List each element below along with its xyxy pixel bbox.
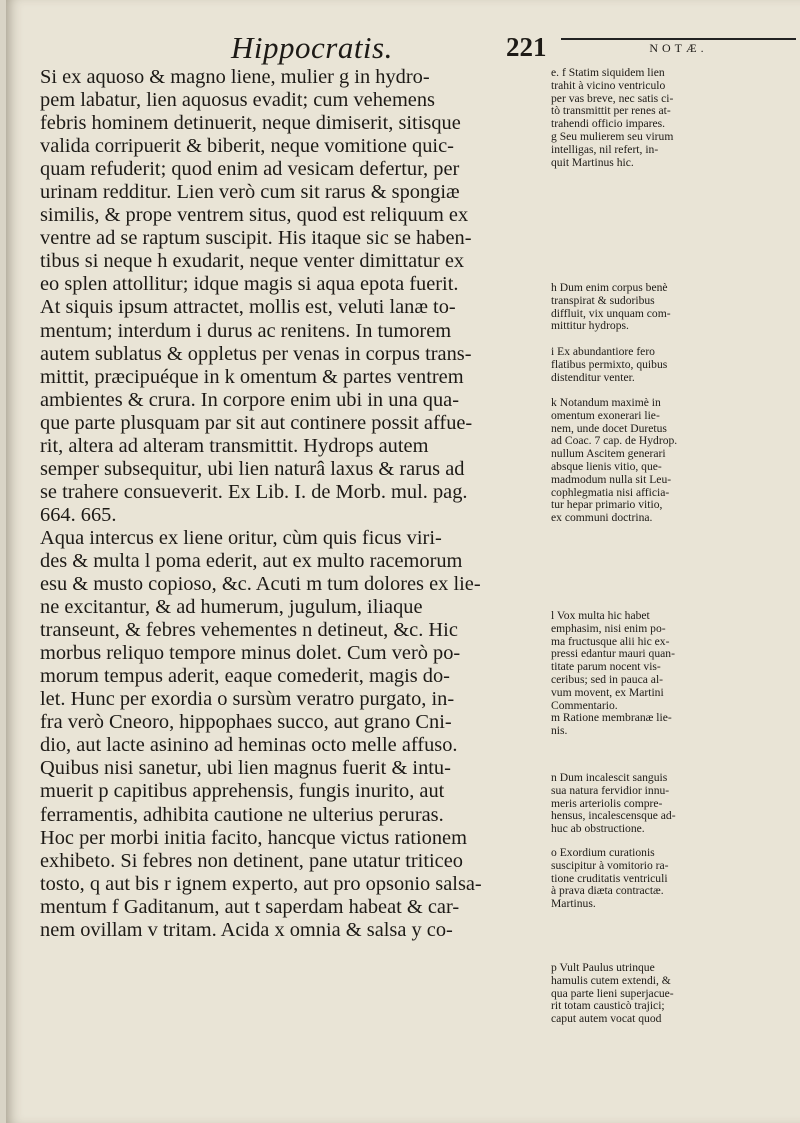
main-text-line: dio, aut lacte asinino ad heminas octo melle affuso. [40, 734, 458, 757]
main-text-line: morum tempus aderit, eaque comederit, magis do- [40, 665, 450, 688]
margin-note-line: ex communi doctrina. [551, 512, 653, 525]
margin-note-line: sua natura fervidior innu- [551, 784, 670, 797]
main-text-line: ventre ad se raptum suscipit. His itaque sic se haben- [40, 227, 472, 250]
margin-note-o [551, 847, 797, 911]
margin-note-line: rit totam causticò trajici; [551, 1000, 665, 1013]
margin-note-line: g Seu mulierem seu virum [551, 130, 674, 143]
margin-note-line: per vas breve, nec satis ci- [551, 92, 674, 105]
margin-note-line: flatibus permixto, quibus [551, 358, 668, 371]
main-text-line: autem sublatus & oppletus per venas in corpus trans- [40, 342, 472, 365]
margin-note-line: caput autem vocat quod [551, 1013, 662, 1026]
margin-note-e [551, 67, 797, 169]
main-text-line: se trahere consueverit. Ex Lib. I. de Morb. mul. pag. [40, 480, 468, 503]
main-text-line: muerit p capitibus apprehensis, fungis inurito, aut [40, 780, 445, 803]
margin-note-line: absque lienis vitio, que- [551, 460, 662, 473]
page-number: 221 [506, 32, 547, 62]
margin-note-line: h Dum enim corpus benè [551, 282, 668, 294]
main-text-line: rit, altera ad alteram transmittit. Hydrops autem [40, 434, 429, 457]
book-page [6, 0, 800, 1123]
main-text-line: morbus reliquo tempore minus dolet. Cum verò po- [40, 642, 461, 665]
margin-note-line: intelligas, nil refert, in- [551, 143, 659, 156]
margin-note-line: o Exordium curationis [551, 847, 655, 859]
main-text-line: eo splen attollitur; idque magis si aqua epota fuerit. [40, 273, 459, 296]
running-title: Hippocratis. [231, 30, 393, 65]
margin-note-i [551, 346, 797, 384]
main-text-line: Quibus nisi sanetur, ubi lien magnus fuerit & intu- [40, 757, 451, 780]
margin-note-line: tione cruditatis ventriculi [551, 872, 668, 885]
margin-note-line: m Ratione membranæ lie- [551, 712, 672, 725]
margin-note-l [551, 610, 797, 738]
margin-note-line: trahit à vicino ventriculo [551, 79, 666, 92]
margin-note-line: nullum Ascitem generari [551, 448, 666, 461]
main-text-line: febris hominem detinuerit, neque dimiserit, sitisque [40, 112, 461, 135]
main-text-line: exhibeto. Si febres non detinent, pane utatur triticeo [40, 849, 463, 872]
margin-note-line: l Vox multa hic habet [551, 610, 650, 622]
main-text-line: urinam redditur. Lien verò cum sit rarus & spongiæ [40, 181, 460, 204]
margin-note-line: n Dum incalescit sanguis [551, 772, 668, 784]
margin-note-line: nis. [551, 725, 568, 738]
notes-heading: NOTÆ. [561, 38, 796, 56]
main-text-line: que parte plusquam par sit aut continere possit affue- [40, 411, 473, 434]
main-text-line: des & multa l poma ederit, aut ex multo racemorum [40, 549, 463, 572]
main-text-line: ambientes & crura. In corpore enim ubi in una qua- [40, 388, 459, 411]
margin-note-line: Martinus. [551, 898, 596, 911]
margin-note-h [551, 282, 797, 333]
margin-note-n [551, 772, 797, 836]
main-text-line: transeunt, & febres vehementes n detineut, &c. Hic [40, 619, 458, 642]
margin-note-line: trahendi officio impares. [551, 118, 666, 131]
margin-note-line: qua parte lieni superjacue- [551, 987, 674, 1000]
main-text-column [40, 66, 546, 942]
main-text-line: nem ovillam v tritam. Acida x omnia & salsa y co- [40, 918, 453, 941]
margin-note-line: à prava diæta contractæ. [551, 885, 664, 898]
margin-note-line: vum movent, ex Martini [551, 686, 664, 699]
main-text-line: tosto, q aut bis r ignem experto, aut pro opsonio salsa- [40, 872, 482, 895]
main-text-line: Aqua intercus ex liene oritur, cùm quis ficus viri- [40, 526, 442, 549]
margin-note-line: emphasim, nisi enim po- [551, 622, 666, 635]
margin-note-k [551, 397, 797, 525]
main-text-line: At siquis ipsum attractet, mollis est, veluti lanæ to- [40, 296, 456, 319]
main-text-line: Si ex aquoso & magno liene, mulier g in hydro- [40, 66, 430, 88]
margin-note-line: tur hepar primario vitio, [551, 499, 663, 512]
main-text-line: let. Hunc per exordia o sursùm veratro purgato, in- [40, 688, 455, 711]
margin-note-line: ma fructusque alii hic ex- [551, 635, 670, 648]
main-text-line: pem labatur, lien aquosus evadit; cum vehemens [40, 89, 435, 112]
margin-note-line: quit Martinus hic. [551, 156, 634, 169]
margin-note-line: cophlegmatia nisi afficia- [551, 486, 670, 499]
main-text-line: tibus si neque h exudarit, neque venter dimittatur ex [40, 250, 465, 273]
margin-note-line: ceribus; sed in pauca al- [551, 673, 664, 686]
margin-note-line: mittitur hydrops. [551, 320, 629, 333]
margin-note-line: ad Coac. 7 cap. de Hydrop. [551, 435, 678, 448]
margin-note-line: huc ab obstructione. [551, 823, 645, 836]
margin-note-line: titate parum nocent vis- [551, 661, 661, 674]
margin-note-line: tò transmittit per renes at- [551, 105, 671, 118]
margin-note-p [551, 962, 797, 1026]
main-text-line: fra verò Cneoro, hippophaes succo, aut grano Cni- [40, 711, 452, 734]
main-text-line: valida corripuerit & biberit, neque vomitione quic- [40, 135, 454, 158]
margin-note-line: i Ex abundantiore fero [551, 346, 655, 358]
margin-note-line: suscipitur à vomitorio ra- [551, 859, 669, 872]
main-text-line: semper subsequitur, ubi lien naturâ laxus & rarus ad [40, 457, 465, 480]
page-header [6, 30, 800, 70]
margin-note-line: hensus, incalescensque ad- [551, 810, 676, 823]
margin-note-line: distenditur venter. [551, 371, 635, 384]
margin-note-line: diffluit, vix unquam com- [551, 307, 671, 320]
margin-note-line: nem, unde docet Duretus [551, 422, 667, 435]
main-text-line: 664. 665. [40, 503, 117, 526]
margin-note-line: omentum exonerari lie- [551, 409, 660, 422]
margin-note-line: p Vult Paulus utrinque [551, 962, 655, 974]
margin-note-line: madmodum nulla sit Leu- [551, 473, 672, 486]
main-text-line: quam refuderit; quod enim ad vesicam defertur, per [40, 158, 460, 181]
main-text-line: mentum; interdum i durus ac renitens. In tumorem [40, 319, 452, 342]
margin-note-line: Commentario. [551, 699, 618, 712]
margin-note-line: e. f Statim siquidem lien [551, 67, 665, 79]
main-text-line: similis, & prope ventrem situs, quod est reliquum ex [40, 204, 469, 227]
main-text-line: Hoc per morbi initia facito, hancque victus rationem [40, 826, 467, 849]
main-text-line: esu & musto copioso, &c. Acuti m tum dolores ex lie- [40, 573, 481, 596]
main-text-line: ferramentis, adhibita cautione ne ulterius peruras. [40, 803, 444, 826]
margin-note-line: pressi edantur mauri quan- [551, 648, 675, 661]
margin-note-line: k Notandum maximè in [551, 397, 661, 409]
margin-note-line: meris arteriolis compre- [551, 797, 663, 810]
margin-note-line: hamulis cutem extendi, & [551, 974, 671, 987]
main-text-line: ne excitantur, & ad humerum, jugulum, iliaque [40, 596, 423, 619]
main-text-line: mentum f Gaditanum, aut t saperdam habeat & car- [40, 895, 460, 918]
main-text-line: mittit, præcipuéque in k omentum & partes ventrem [40, 365, 464, 388]
margin-note-line: transpirat & sudoribus [551, 294, 655, 307]
